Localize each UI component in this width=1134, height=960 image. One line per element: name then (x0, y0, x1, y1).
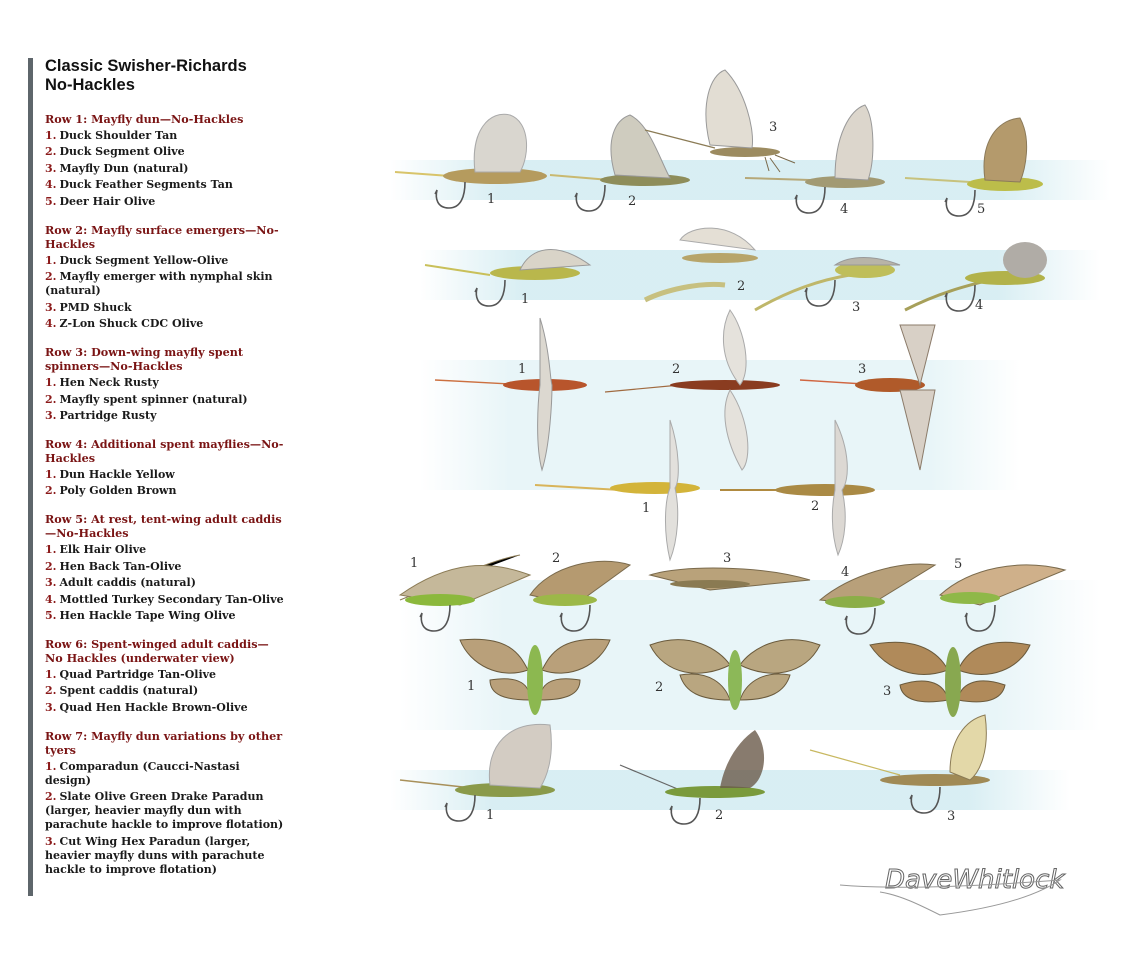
plate-number: 1 (467, 679, 476, 694)
plate-number: 2 (672, 362, 681, 377)
row2-heading: Row 2: Mayfly surface emergers—No-Hackles (45, 222, 279, 251)
list-item: 4. Z-Lon Shuck CDC Olive (45, 317, 204, 331)
plate-number: 4 (975, 298, 984, 313)
plate-number: 4 (841, 565, 850, 580)
list-item: 3. PMD Shuck (45, 300, 132, 314)
row5-heading: Row 5: At rest, tent-wing adult caddis—No-Hackles (45, 512, 282, 541)
row5-section (45, 512, 285, 623)
list-item: 5. Deer Hair Olive (45, 194, 156, 208)
row4-heading: Row 4: Additional spent mayflies—No-Hackles (45, 437, 284, 466)
row2-section (45, 223, 285, 331)
plate-title (45, 57, 285, 95)
list-item: 5. Hen Hackle Tape Wing Olive (45, 609, 236, 623)
plate-number: 2 (737, 279, 746, 294)
plate-number: 3 (769, 120, 778, 135)
list-item: 3. Partridge Rusty (45, 409, 157, 423)
plate-number: 2 (811, 499, 820, 514)
signature-text: DaveWhitlock (885, 865, 1065, 895)
list-item: 4. Mottled Turkey Secondary Tan-Olive (45, 592, 284, 606)
plate-number: 1 (642, 501, 651, 516)
list-item: 1. Duck Segment Yellow-Olive (45, 253, 229, 267)
artist-signature (840, 865, 1065, 915)
list-item: 2. Hen Back Tan-Olive (45, 559, 182, 573)
plate-number: 3 (852, 300, 861, 315)
plate-number: 3 (883, 684, 892, 699)
row3-section (45, 345, 285, 423)
list-item: 3. Adult caddis (natural) (45, 576, 196, 590)
list-item: 2. Mayfly emerger with nymphal skin (natural) (45, 270, 273, 298)
plate-number: 3 (858, 362, 867, 377)
plate-title-line1: Classic Swisher-Richards (45, 57, 247, 75)
plate-number: 2 (628, 194, 637, 209)
list-item: 1. Dun Hackle Yellow (45, 467, 175, 481)
plate-number: 5 (977, 202, 986, 217)
plate-number: 1 (410, 556, 419, 571)
list-item: 2. Spent caddis (natural) (45, 684, 199, 698)
plate-number: 1 (518, 362, 527, 377)
plate-title-line2: No-Hackles (45, 76, 135, 94)
list-item: 1. Duck Shoulder Tan (45, 128, 178, 142)
plate-number: 5 (954, 557, 963, 572)
fly-illustrations (380, 60, 1120, 920)
row1-heading: Row 1: Mayfly dun—No-Hackles (45, 112, 244, 126)
plate-number: 1 (486, 808, 495, 823)
legend-side-bar (28, 58, 33, 896)
list-item: 3. Quad Hen Hackle Brown-Olive (45, 701, 248, 715)
row6-section (45, 637, 285, 715)
row3-heading: Row 3: Down-wing mayfly spent spinners—No-Hackles (45, 345, 244, 374)
plate-number: 1 (521, 292, 530, 307)
list-item: 3. Cut Wing Hex Paradun (larger, heavier mayfly duns with parachute hackle to improve flotation) (45, 834, 265, 876)
list-item: 2. Duck Segment Olive (45, 145, 185, 159)
plate-number: 2 (655, 680, 664, 695)
row7-heading: Row 7: Mayfly dun variations by other tyers (45, 729, 283, 758)
row1-section (45, 112, 285, 209)
row7-section (45, 729, 285, 877)
list-item: 2. Poly Golden Brown (45, 484, 177, 498)
list-item: 2. Slate Olive Green Drake Paradun (larger, heavier mayfly dun with parachute hackle to improve flotation) (45, 790, 284, 832)
list-item: 1. Elk Hair Olive (45, 542, 147, 556)
list-item: 4. Duck Feather Segments Tan (45, 178, 233, 192)
water-band-row3 (420, 360, 1020, 490)
list-item: 1. Quad Partridge Tan-Olive (45, 667, 217, 681)
fly-illustration-plate (380, 60, 1120, 920)
plate-number: 3 (947, 809, 956, 824)
plate-number: 4 (840, 202, 849, 217)
list-item: 1. Hen Neck Rusty (45, 375, 159, 389)
row6-heading: Row 6: Spent-winged adult caddis—No Hackles (underwater view) (45, 637, 269, 666)
list-item: 1. Comparadun (Caucci-Nastasi design) (45, 759, 240, 787)
plate-number: 2 (715, 808, 724, 823)
legend-panel (45, 57, 285, 877)
plate-number: 3 (723, 551, 732, 566)
plate-number: 2 (552, 551, 561, 566)
row4-section (45, 437, 285, 498)
list-item: 3. Mayfly Dun (natural) (45, 161, 189, 175)
list-item: 2. Mayfly spent spinner (natural) (45, 392, 248, 406)
plate-number: 1 (487, 192, 496, 207)
